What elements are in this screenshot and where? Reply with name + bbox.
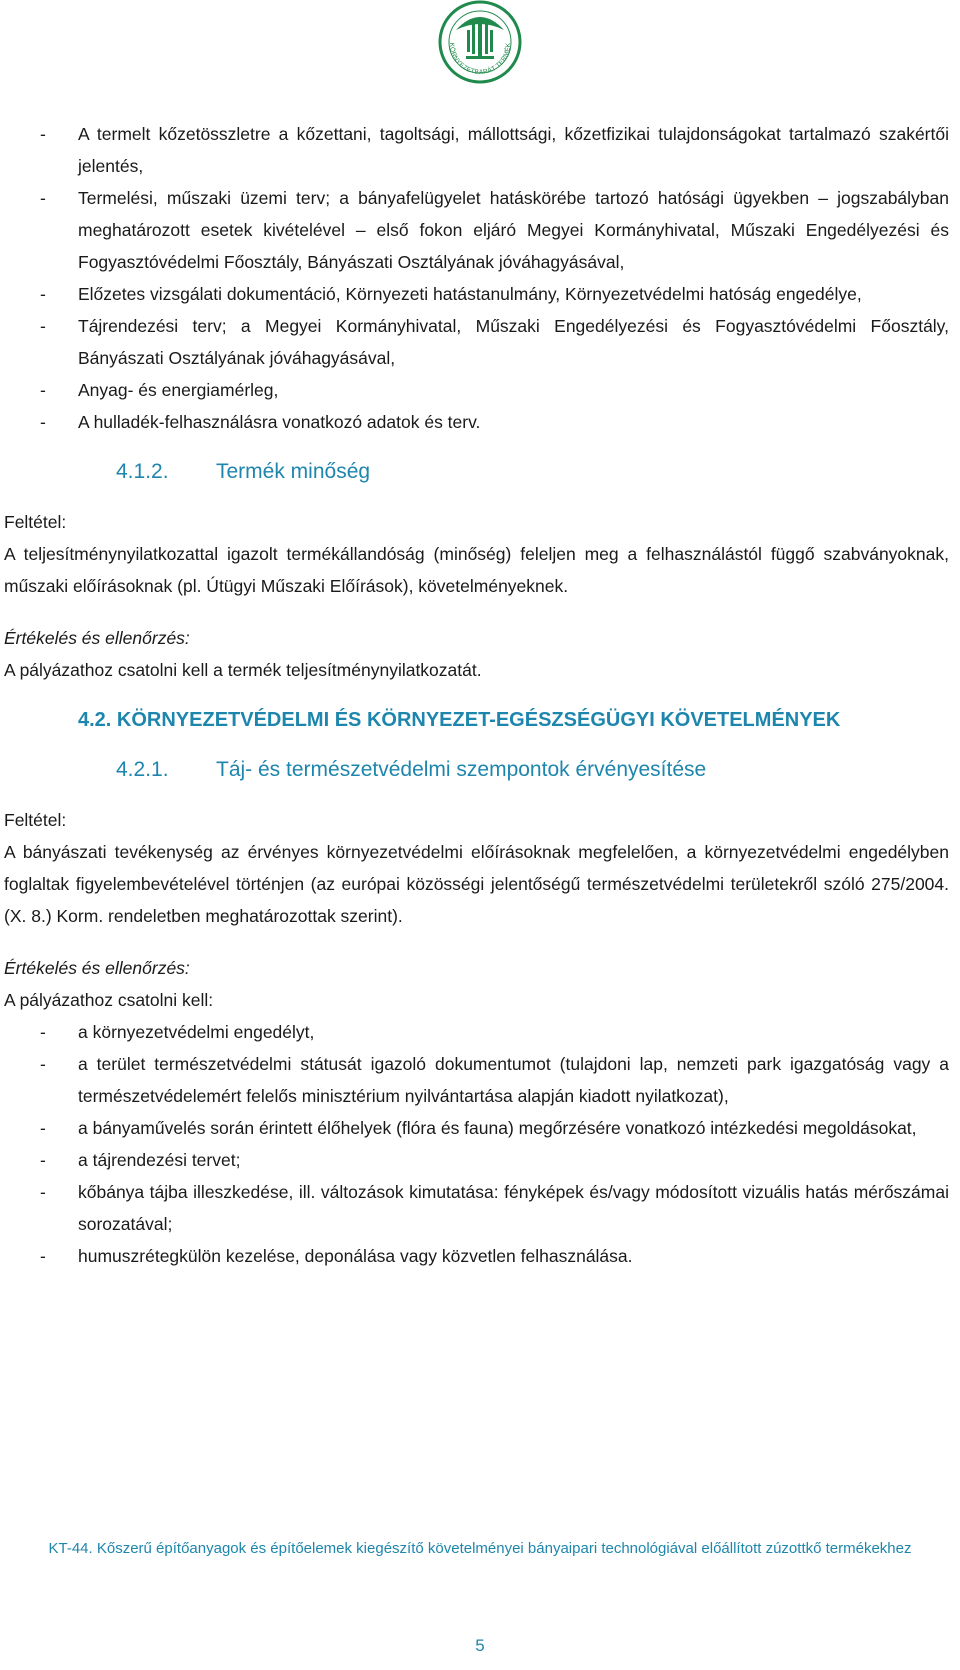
list-item: - kőbánya tájba illeszkedése, ill. változások kimutatása: fényképek és/vagy módosított vizuális hatás mérőszámai sorozatával; (40, 1182, 949, 1234)
evaluation-intro: A pályázathoz csatolni kell: (4, 990, 214, 1010)
list-item: - A termelt kőzetösszletre a kőzettani, tagoltsági, mállottsági, kőzetfizikai tulajdonságokat tartalmazó szakértői jelentés, (40, 124, 949, 176)
logo-ring-text: KÖRNYEZETBARÁT TERMÉK (447, 42, 513, 77)
condition-text: A bányászati tevékenység az érvényes környezetvédelmi előírásoknak megfelelően, a környezetvédelmi engedélyben foglaltak figyelembevételével történjen (az európai közösségi jelentőségű természetvédelmi területekről szóló 275/2004. (X. 8.) Korm. rendeletben meghatározottak szerint). (4, 842, 949, 926)
evaluation-text: A pályázathoz csatolni kell a termék teljesítménynyilatkozatát. (4, 660, 482, 680)
list-item: - humuszrétegkülön kezelése, deponálása vagy közvetlen felhasználása. (40, 1246, 633, 1266)
condition-label: Feltétel: (4, 512, 67, 532)
list-item: - a tájrendezési tervet; (40, 1150, 241, 1170)
list-item: - Tájrendezési terv; a Megyei Kormányhivatal, Műszaki Engedélyezési és Fogyasztóvédelmi Főosztály, Bányászati Osztályának jóváhagyásával, (40, 316, 949, 368)
section-421-heading: 4.2.1. Táj- és természetvédelmi szempontok érvényesítése (116, 758, 707, 781)
intro-list (4, 118, 949, 438)
page-footer: KT-44. Kőszerű építőanyagok és építőelemek kiegészítő követelményei bányaipari technológiával előállított zúzottkő termékekhez (48, 1540, 912, 1557)
list-item: - a bányaművelés során érintett élőhelyek (flóra és fauna) megőrzésére vonatkozó intézkedési megoldásokat, (40, 1118, 917, 1138)
list-item: - A hulladék-felhasználásra vonatkozó adatok és terv. (40, 412, 481, 432)
condition-label: Feltétel: (4, 810, 67, 830)
condition-text: A teljesítménynyilatkozattal igazolt termékállandóság (minőség) feleljen meg a felhasználástól függő szabványoknak, műszaki előírásoknak (pl. Útügyi Műszaki Előírások), követelményeknek. (4, 544, 949, 596)
attachment-list (4, 1016, 949, 1272)
list-item: - Előzetes vizsgálati dokumentáció, Környezeti hatástanulmány, Környezetvédelmi hatóság engedélye, (40, 284, 862, 304)
evaluation-label: Értékelés és ellenőrzés: (4, 628, 190, 648)
list-item: - Anyag- és energiamérleg, (40, 380, 279, 400)
page-number: 5 (475, 1636, 485, 1655)
list-item: - a terület természetvédelmi státusát igazoló dokumentumot (tulajdoni lap, nemzeti park igazgatóság vagy a természetvédelemért felelős minisztérium nyilvántartása alapján kiadott nyilatkozat), (40, 1054, 949, 1106)
section-42-heading: 4.2. KÖRNYEZETVÉDELMI ÉS KÖRNYEZET-EGÉSZSÉGÜGYI KÖVETELMÉNYEK (78, 709, 841, 731)
eco-label-logo (436, 0, 524, 88)
evaluation-label: Értékelés és ellenőrzés: (4, 958, 190, 978)
tree-icon (436, 0, 524, 88)
document-body (4, 118, 949, 1272)
list-item: - Termelési, műszaki üzemi terv; a bányafelügyelet hatáskörébe tartozó hatósági ügyekben – jogszabályban meghatározott esetek kivételével – első fokon eljáró Megyei Kormányhivatal, Műszaki Engedélyezési és Fogyasztóvédelmi Főosztály, Bányászati Osztályának jóváhagyásával, (40, 188, 949, 272)
list-item: - a környezetvédelmi engedélyt, (40, 1022, 315, 1042)
section-412-heading: 4.1.2. Termék minőség (116, 460, 371, 483)
